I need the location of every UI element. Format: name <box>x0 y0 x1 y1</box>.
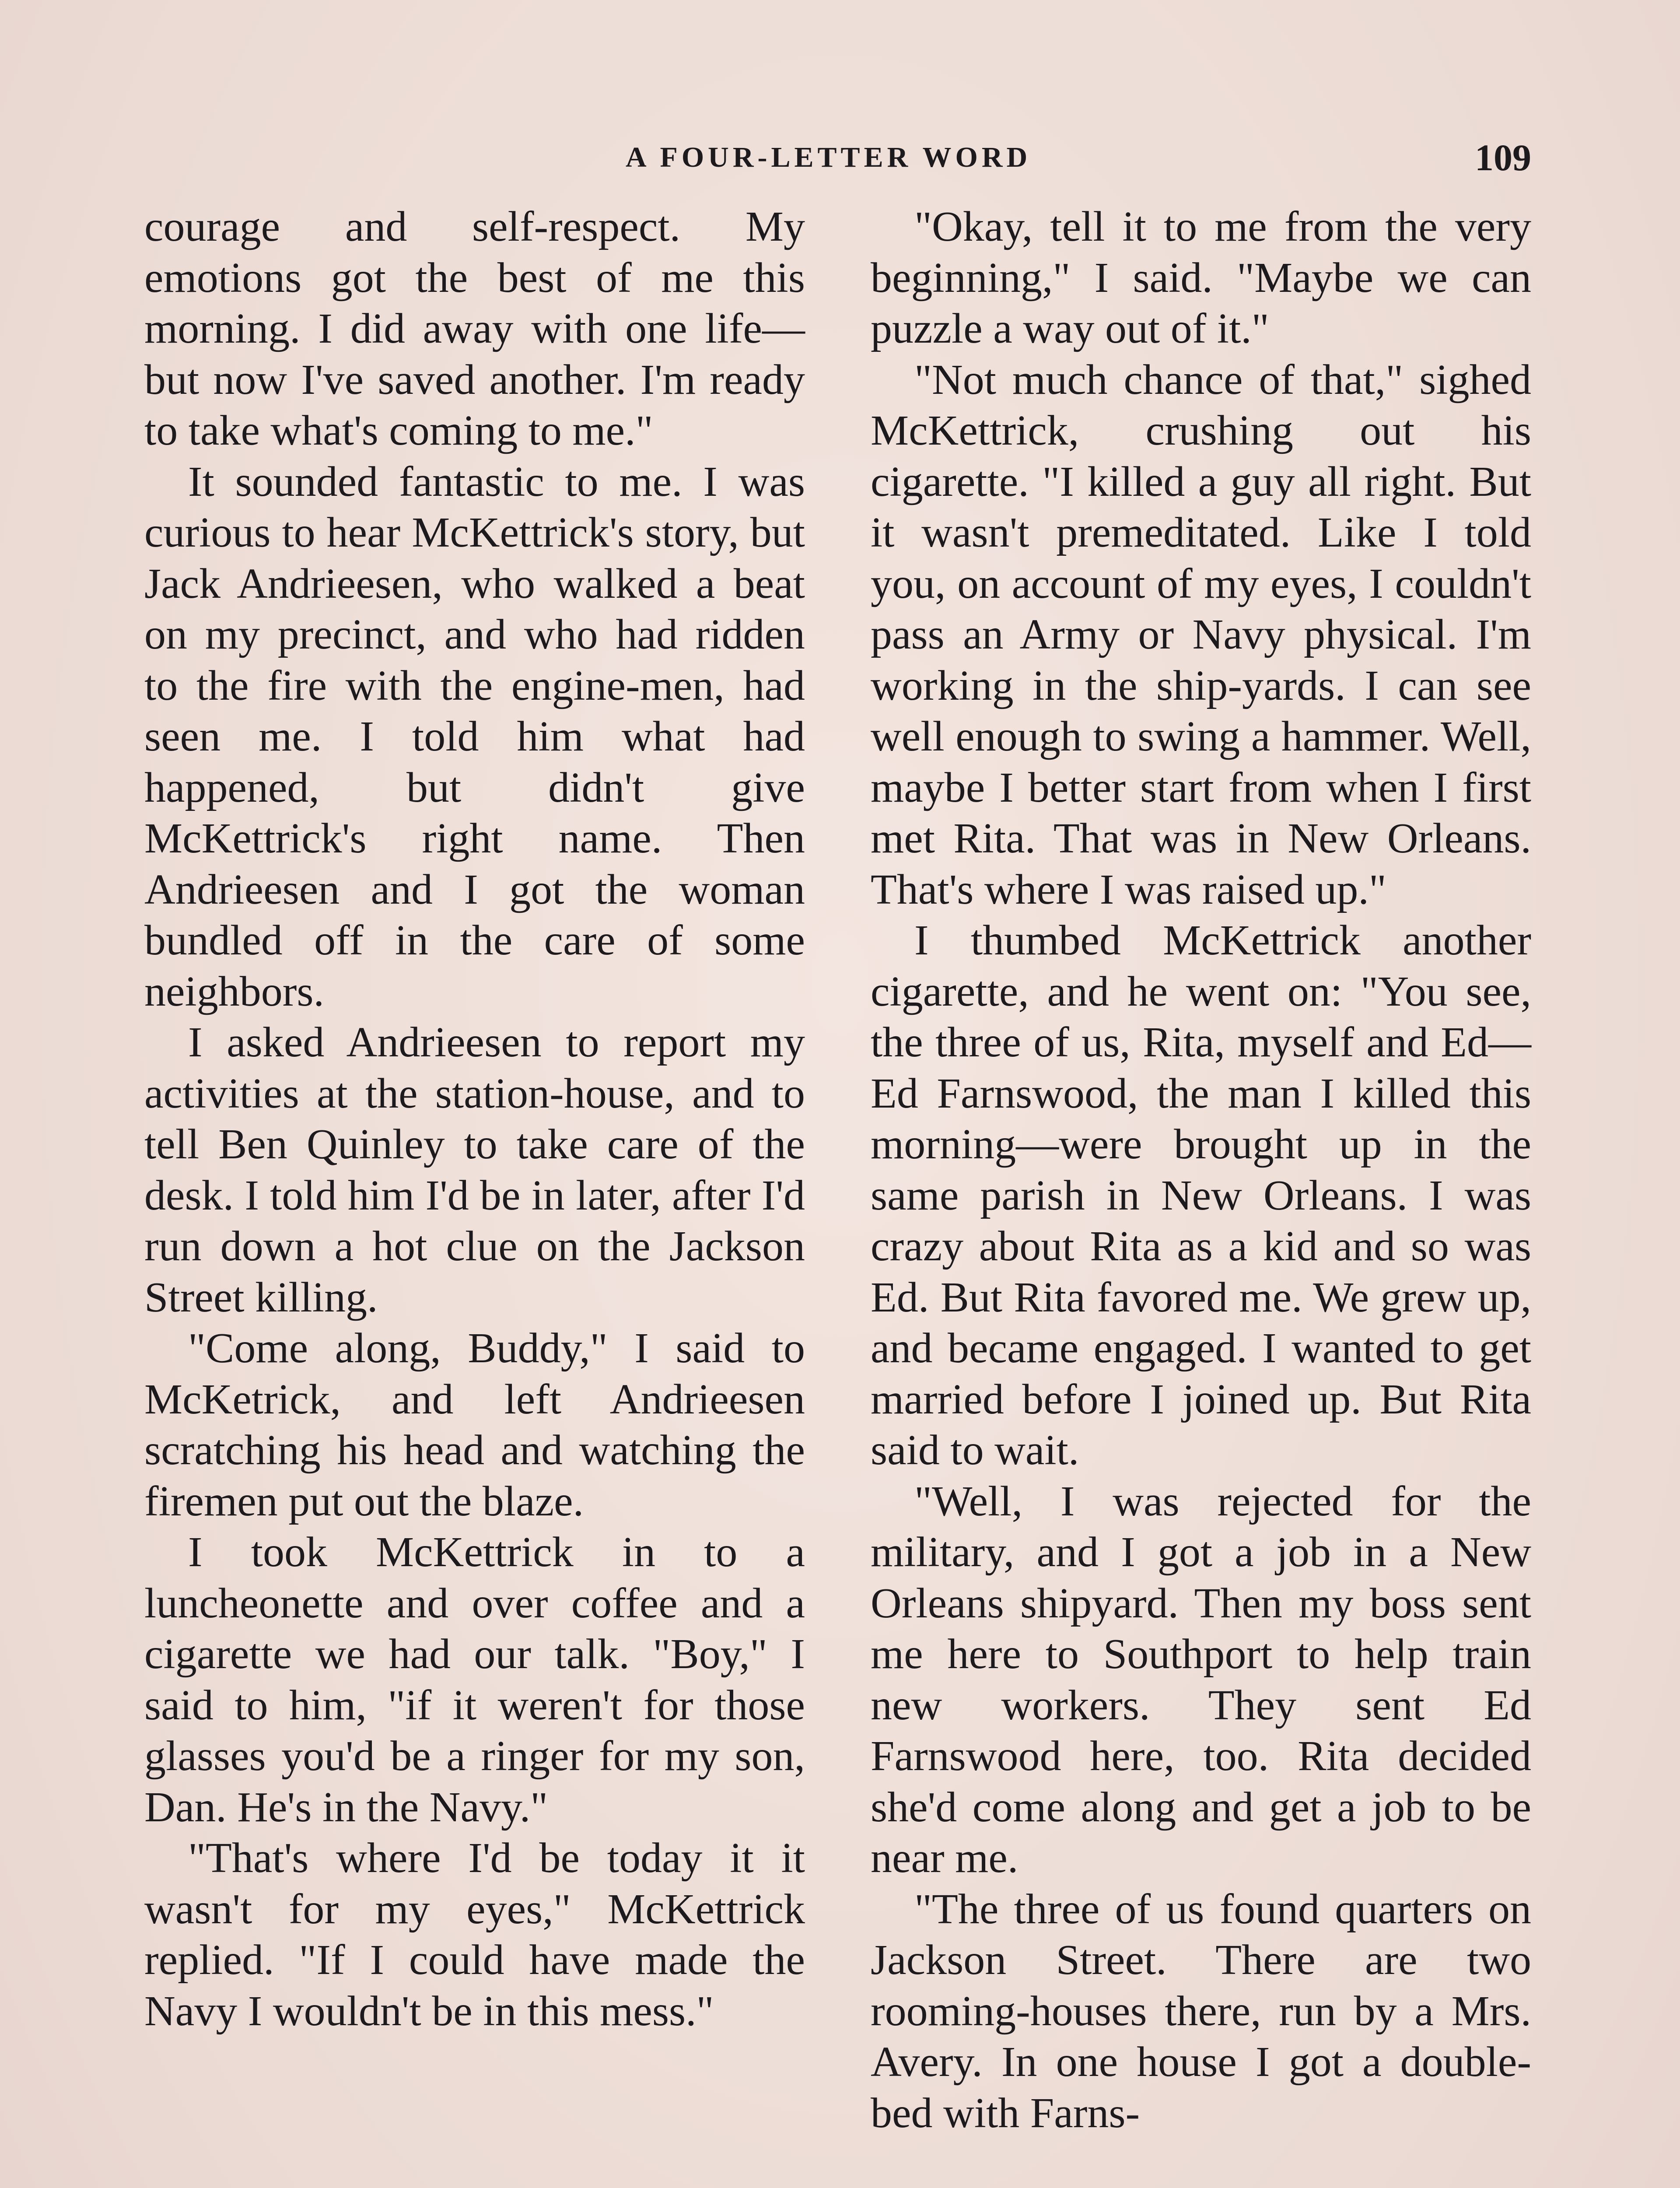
paragraph: "The three of us found quarters on Jackson Street. There are two rooming-houses there, run by a Mrs. Avery. In one house I got a double-bed with Farns- <box>871 1885 1531 2137</box>
paragraph: "That's where I'd be today it it wasn't for my eyes," McKettrick replied. "If I could have made the Navy I wouldn't be in this mess." <box>144 1834 805 2035</box>
paragraph: "Okay, tell it to me from the very beginning," I said. "Maybe we can puzzle a way out of it." <box>871 203 1531 352</box>
paragraph: I thumbed McKettrick another cigarette, and he went on: "You see, the three of us, Rita, myself and Ed—Ed Farnswood, the man I killed this morning—were brought up in the same parish in New Orleans. I was crazy about Rita as a kid and so was Ed. But Rita favored me. We grew up, and became engaged. I wanted to get married before I joined up. But Rita said to wait. <box>871 917 1531 1474</box>
paragraph: "Come along, Buddy," I said to McKetrick, and left Andrieesen scratching his head and watching the firemen put out the blaze. <box>144 1325 805 1525</box>
paragraph: I asked Andrieesen to report my activities at the station-house, and to tell Ben Quinley to take care of the desk. I told him I'd be in later, after I'd run down a hot clue on the Jackson Street killing. <box>144 1019 805 1321</box>
page-number: 109 <box>1475 137 1531 179</box>
paragraph: "Not much chance of that," sighed McKettrick, crushing out his cigarette. "I killed a guy all right. But it wasn't premeditated. Like I told you, on account of my eyes, I couldn't pass an Army or Navy physical. I'm working in the ship-yards. I can see well enough to swing a hammer. Well, maybe I better start from when I first met Rita. That was in New Orleans. That's where I was raised up." <box>871 356 1531 913</box>
paragraph: courage and self-respect. My emotions got the best of me this morning. I did away with one life—but now I've saved another. I'm ready to take what's coming to me." <box>144 203 805 454</box>
left-column <box>144 201 805 2037</box>
paragraph: It sounded fantastic to me. I was curious to hear McKettrick's story, but Jack Andrieesen, who walked a beat on my precinct, and who had ridden to the fire with the engine-men, had seen me. I told him what had happened, but didn't give McKettrick's right name. Then Andrieesen and I got the woman bundled off in the care of some neighbors. <box>144 458 805 1015</box>
running-header <box>0 133 1680 182</box>
right-column <box>871 201 1531 2139</box>
paragraph: "Well, I was rejected for the military, and I got a job in a New Orleans shipyard. Then my boss sent me here to Southport to help train new workers. They sent Ed Farnswood here, too. Rita decided she'd come along and get a job to be near me. <box>871 1477 1531 1882</box>
paragraph: I took McKettrick in to a luncheonette and over coffee and a cigarette we had our talk. "Boy," I said to him, "if it weren't for those glasses you'd be a ringer for my son, Dan. He's in the Navy." <box>144 1529 805 1831</box>
running-title: A FOUR-LETTER WORD <box>626 141 1032 173</box>
